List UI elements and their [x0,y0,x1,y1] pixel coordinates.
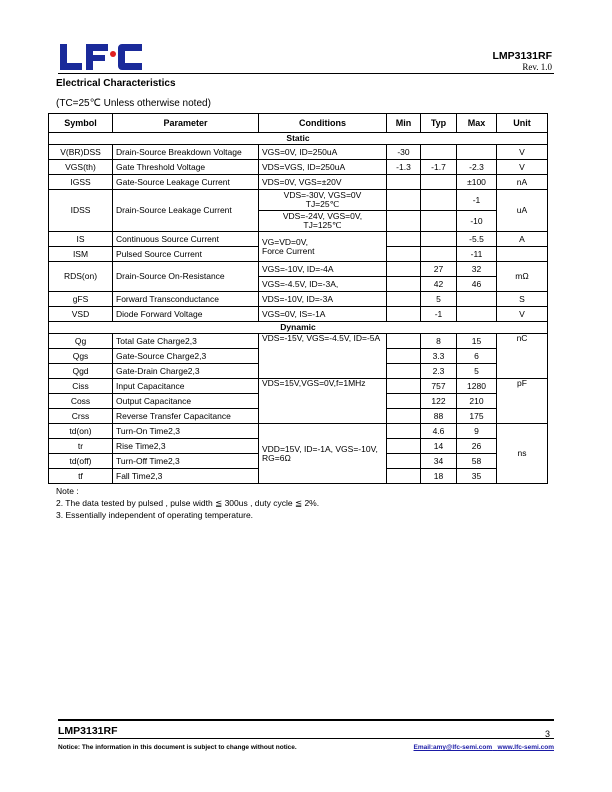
col-header: Min [387,114,421,133]
parameter-cell: Gate Threshold Voltage [113,160,259,175]
min-cell [387,394,421,409]
footer-divider-thin [58,738,554,739]
max-cell: 58 [457,454,497,469]
section-title: Electrical Characteristics [56,78,176,89]
notes-title: Note : [56,486,79,496]
typ-cell: 34 [421,454,457,469]
parameter-cell: Output Capacitance [113,394,259,409]
min-cell: -1.3 [387,160,421,175]
electrical-characteristics-table [48,113,548,484]
typ-cell: 3.3 [421,349,457,364]
min-cell [387,364,421,379]
max-cell: 32 [457,262,497,277]
symbol-cell: IDSS [49,190,113,232]
symbol-cell: tf [49,469,113,484]
condition-line: TJ=25℃ [305,199,340,209]
max-cell: 1280 [457,379,497,394]
symbol-cell: V(BR)DSS [49,145,113,160]
typ-cell: -1 [421,307,457,322]
parameter-cell: Pulsed Source Current [113,247,259,262]
typ-cell [421,247,457,262]
table-row [49,232,548,247]
condition-cell [259,211,387,232]
typ-cell: 8 [421,334,457,349]
condition-cell: VDS=-10V, ID=-3A [259,292,387,307]
typ-cell: -1.7 [421,160,457,175]
min-cell [387,292,421,307]
unit-cell [497,247,548,262]
header-divider [58,73,554,74]
typ-cell: 18 [421,469,457,484]
min-cell [387,190,421,211]
symbol-cell: IGSS [49,175,113,190]
max-cell [457,307,497,322]
parameter-cell: Rise Time2,3 [113,439,259,454]
parameter-cell: Turn-Off Time2,3 [113,454,259,469]
symbol-cell: Crss [49,409,113,424]
typ-cell: 122 [421,394,457,409]
header-part-number: LMP3131RF [492,50,552,62]
table-row [49,160,548,175]
col-header: Conditions [259,114,387,133]
max-cell: 175 [457,409,497,424]
max-cell: 35 [457,469,497,484]
unit-cell: pF [497,379,548,424]
col-header: Unit [497,114,548,133]
parameter-cell: Gate-Source Leakage Current [113,175,259,190]
typ-cell: 757 [421,379,457,394]
footer-contact [414,744,554,751]
table-row [49,145,548,160]
table-row [49,379,548,394]
symbol-cell: Qg [49,334,113,349]
max-cell: -5.5 [457,232,497,247]
min-cell [387,232,421,247]
parameter-cell: Gate-Drain Charge2,3 [113,364,259,379]
min-cell [387,211,421,232]
parameter-cell: Diode Forward Voltage [113,307,259,322]
unit-cell: nA [497,175,548,190]
table-row [49,175,548,190]
condition-cell [259,232,387,262]
typ-cell [421,145,457,160]
unit-cell: mΩ [497,262,548,292]
condition-cell: VGS=0V, IS=-1A [259,307,387,322]
unit-cell: V [497,307,548,322]
min-cell: -30 [387,145,421,160]
col-header: Typ [421,114,457,133]
max-cell: 46 [457,277,497,292]
typ-cell: 5 [421,292,457,307]
unit-cell: A [497,232,548,247]
unit-cell: V [497,145,548,160]
typ-cell: 2.3 [421,364,457,379]
symbol-cell: td(on) [49,424,113,439]
note-2: 2. The data tested by pulsed , pulse width ≦ 300us , duty cycle ≦ 2%. [56,498,320,508]
symbol-cell: gFS [49,292,113,307]
parameter-cell: Gate-Source Charge2,3 [113,349,259,364]
max-cell: 9 [457,424,497,439]
condition-cell: VDS=-15V, VGS=-4.5V, ID=-5A [259,334,387,379]
group-dynamic: Dynamic [49,322,548,334]
revision-label: Rev. 1.0 [522,62,552,72]
parameter-cell: Drain-Source On-Resistance [113,262,259,292]
min-cell [387,175,421,190]
typ-cell: 88 [421,409,457,424]
parameter-cell: Input Capacitance [113,379,259,394]
condition-line: Force Current [262,245,315,256]
min-cell [387,277,421,292]
condition-line: VG=VD=0V, [262,236,308,247]
table-row [49,262,548,277]
min-cell [387,439,421,454]
table-row [49,292,548,307]
page-number: 3 [544,729,550,739]
table-header-row [49,114,548,133]
min-cell [387,262,421,277]
symbol-cell: RDS(on) [49,262,113,292]
group-static: Static [49,133,548,145]
symbol-cell: VSD [49,307,113,322]
max-cell: -2.3 [457,160,497,175]
min-cell [387,247,421,262]
max-cell [457,292,497,307]
max-cell: -11 [457,247,497,262]
conditions-note: (TC=25℃ Unless otherwise noted) [56,98,211,109]
lfc-logo [58,42,144,72]
symbol-cell: Coss [49,394,113,409]
unit-cell: uA [497,190,548,232]
condition-cell: VGS=-10V, ID=-4A [259,262,387,277]
parameter-cell: Fall Time2,3 [113,469,259,484]
max-cell: -1 [457,190,497,211]
typ-cell: 27 [421,262,457,277]
symbol-cell: Qgs [49,349,113,364]
table-row [49,307,548,322]
notes-block [56,485,319,521]
symbol-cell: tr [49,439,113,454]
symbol-cell: Ciss [49,379,113,394]
condition-line: VDS=-30V, VGS=0V [283,190,362,200]
parameter-cell: Continuous Source Current [113,232,259,247]
condition-cell: VDS=0V, VGS=±20V [259,175,387,190]
condition-cell: VDS=15V,VGS=0V,f=1MHz [259,379,387,424]
max-cell: -10 [457,211,497,232]
max-cell: 5 [457,364,497,379]
parameter-cell: Total Gate Charge2,3 [113,334,259,349]
condition-cell: VGS=-4.5V, ID=-3A, [259,277,387,292]
min-cell [387,379,421,394]
typ-cell [421,190,457,211]
parameter-cell: Forward Transconductance [113,292,259,307]
col-header: Parameter [113,114,259,133]
parameter-cell: Turn-On Time2,3 [113,424,259,439]
max-cell: 15 [457,334,497,349]
website-link[interactable]: www.lfc-semi.com [497,744,554,751]
unit-cell: V [497,160,548,175]
condition-line: TJ=125℃ [303,220,342,230]
col-header: Max [457,114,497,133]
condition-cell: VDD=15V, ID=-1A, VGS=-10V, RG=6Ω [259,424,387,484]
typ-cell: 42 [421,277,457,292]
typ-cell [421,232,457,247]
footer-divider [58,719,554,721]
unit-cell: ns [497,424,548,484]
note-3: 3. Essentially independent of operating temperature. [56,510,254,520]
max-cell: 6 [457,349,497,364]
footer-notice: Notice: The information in this document is subject to change without notice. [58,744,297,751]
parameter-cell: Reverse Transfer Capacitance [113,409,259,424]
unit-cell: nC [497,334,548,379]
symbol-cell: ISM [49,247,113,262]
min-cell [387,454,421,469]
max-cell: 210 [457,394,497,409]
min-cell [387,307,421,322]
parameter-cell: Drain-Source Breakdown Voltage [113,145,259,160]
parameter-cell: Drain-Source Leakage Current [113,190,259,232]
min-cell [387,424,421,439]
min-cell [387,349,421,364]
typ-cell: 14 [421,439,457,454]
condition-line: VDS=-24V, VGS=0V, [282,211,363,221]
min-cell [387,409,421,424]
typ-cell [421,211,457,232]
table-row [49,424,548,439]
min-cell [387,469,421,484]
email-link[interactable]: Email:amy@lfc-semi.com [413,744,493,751]
table-row [49,190,548,211]
max-cell [457,145,497,160]
max-cell: 26 [457,439,497,454]
max-cell: ±100 [457,175,497,190]
unit-cell: S [497,292,548,307]
condition-cell [259,190,387,211]
footer-part-number: LMP3131RF [58,725,118,737]
condition-cell: VDS=VGS, ID=250uA [259,160,387,175]
min-cell [387,334,421,349]
symbol-cell: IS [49,232,113,247]
typ-cell [421,175,457,190]
symbol-cell: td(off) [49,454,113,469]
symbol-cell: Qgd [49,364,113,379]
col-header: Symbol [49,114,113,133]
table-row [49,334,548,349]
condition-cell: VGS=0V, ID=250uA [259,145,387,160]
typ-cell: 4.6 [421,424,457,439]
symbol-cell: VGS(th) [49,160,113,175]
